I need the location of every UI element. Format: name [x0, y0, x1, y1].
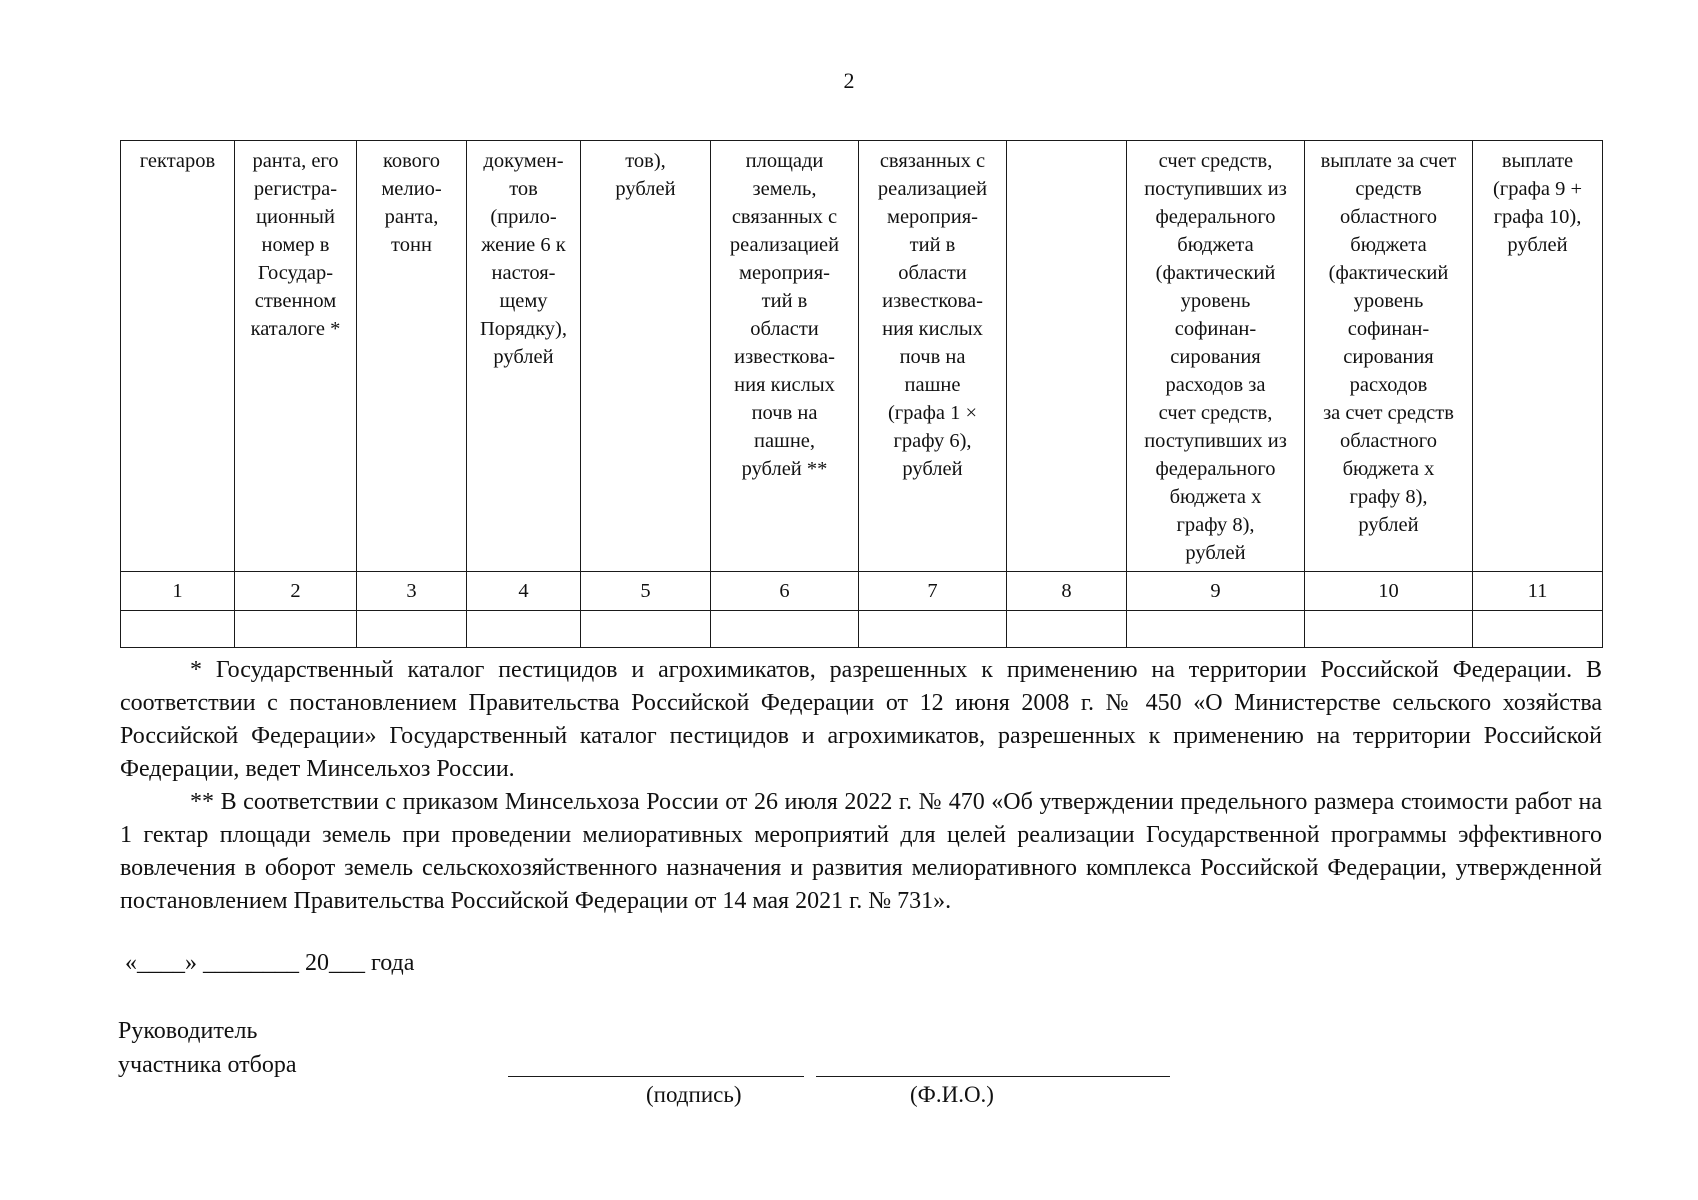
column-number: 6	[711, 572, 859, 611]
payment-table	[120, 140, 1603, 648]
empty-cell[interactable]	[1473, 611, 1603, 648]
column-number: 7	[859, 572, 1007, 611]
column-number: 5	[581, 572, 711, 611]
header-cell: выплате за счет средств областного бюджета (фактический уровень софинан- сирования расходов за счет средств областного бюджета x графу 8), рублей	[1305, 141, 1473, 572]
empty-cell[interactable]	[859, 611, 1007, 648]
column-number: 8	[1007, 572, 1127, 611]
date-line: «____» ________ 20___ года	[125, 950, 415, 976]
empty-cell[interactable]	[235, 611, 357, 648]
empty-data-row	[121, 611, 1603, 648]
column-number: 2	[235, 572, 357, 611]
footnotes	[120, 654, 1602, 918]
header-cell	[1007, 141, 1127, 572]
table-header-row	[121, 141, 1603, 572]
empty-cell[interactable]	[711, 611, 859, 648]
column-number: 11	[1473, 572, 1603, 611]
column-number: 3	[357, 572, 467, 611]
column-number-row	[121, 572, 1603, 611]
empty-cell[interactable]	[581, 611, 711, 648]
column-number: 10	[1305, 572, 1473, 611]
page-number: 2	[843, 68, 855, 93]
header-cell: кового мелио- ранта, тонн	[357, 141, 467, 572]
header-cell: счет средств, поступивших из федерального бюджета (фактический уровень софинан- сирования расходов за счет средств, поступивших из федерального бюджета x графу 8), рублей	[1127, 141, 1305, 572]
empty-cell[interactable]	[467, 611, 581, 648]
signature-line[interactable]	[508, 1076, 804, 1077]
footnote-order: ** В соответствии с приказом Минсельхоза России от 26 июля 2022 г. № 470 «Об утверждении предельного размера стоимости работ на 1 гектар площади земель при проведении мелиоративных мероприятий для целей реализации Государственной программы эффективного вовлечения в оборот земель сельскохозяйственного назначения и развития мелиоративного комплекса Российской Федерации, утвержденной постановлением Правительства Российской Федерации от 14 мая 2021 г. № 731».	[120, 789, 1602, 914]
empty-cell[interactable]	[1305, 611, 1473, 648]
footnote-catalog: * Государственный каталог пестицидов и агрохимикатов, разрешенных к применению на территории Российской Федерации. В соответствии с постановлением Правительства Российской Федерации от 12 июня 2008 г. № 450 «О Министерстве сельского хозяйства Российской Федерации» Государственный каталог пестицидов и агрохимикатов, разрешенных к применению на территории Российской Федерации, ведет Минсельхоз России.	[120, 657, 1602, 782]
column-number: 9	[1127, 572, 1305, 611]
signature-caption: (подпись)	[646, 1082, 742, 1107]
header-cell: тов), рублей	[581, 141, 711, 572]
header-cell: выплате (графа 9 + графа 10), рублей	[1473, 141, 1603, 572]
empty-cell[interactable]	[357, 611, 467, 648]
column-number: 1	[121, 572, 235, 611]
header-cell: ранта, его регистра- ционный номер в Государ- ственном каталоге *	[235, 141, 357, 572]
column-number: 4	[467, 572, 581, 611]
empty-cell[interactable]	[1007, 611, 1127, 648]
header-cell: площади земель, связанных с реализацией мероприя- тий в области известкова- ния кислых почв на пашне, рублей **	[711, 141, 859, 572]
signer-title: Руководитель участника отбора	[118, 1018, 297, 1078]
empty-cell[interactable]	[1127, 611, 1305, 648]
header-cell: связанных с реализацией мероприя- тий в области известкова- ния кислых почв на пашне (графа 1 × графу 6), рублей	[859, 141, 1007, 572]
header-cell: докумен- тов (прило- жение 6 к настоя- щему Порядку), рублей	[467, 141, 581, 572]
empty-cell[interactable]	[121, 611, 235, 648]
name-line[interactable]	[816, 1076, 1170, 1077]
name-caption: (Ф.И.О.)	[910, 1082, 994, 1107]
header-cell: гектаров	[121, 141, 235, 572]
